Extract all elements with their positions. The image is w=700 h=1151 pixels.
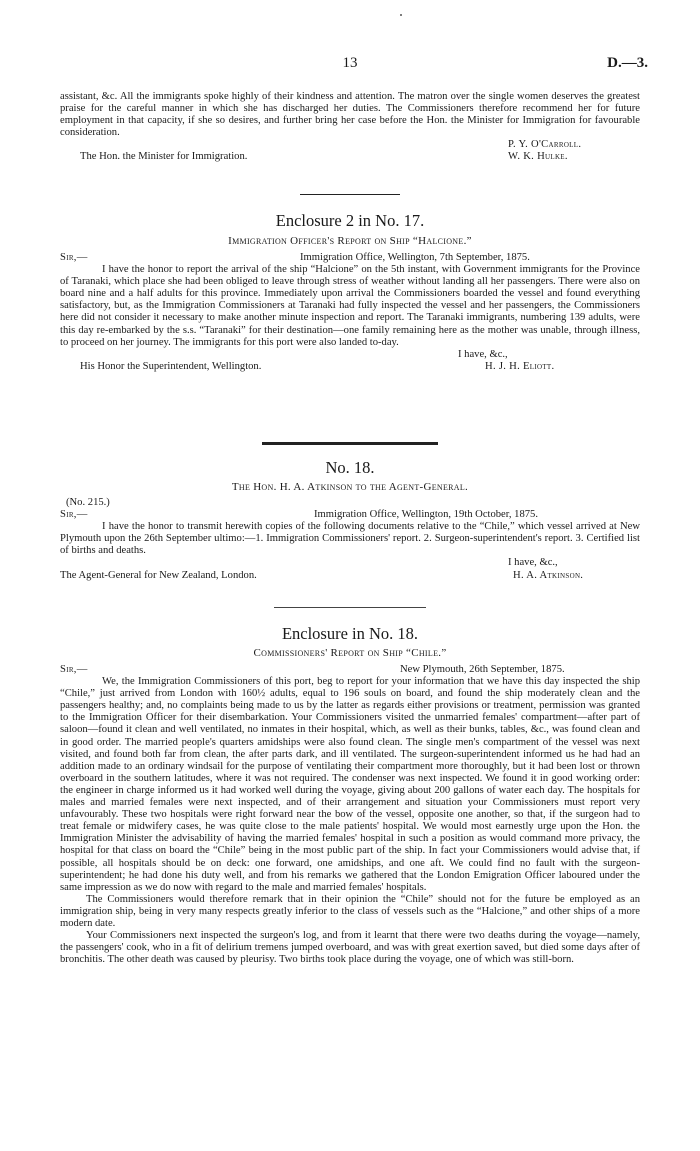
- enclosure-2-letter: [60, 252, 640, 373]
- salutation: Sir,—: [60, 252, 88, 263]
- signature-row: [60, 361, 640, 373]
- signature-eliott: H. J. H. Eliott.: [485, 360, 555, 372]
- signature-hulke: W. K. Hulke.: [508, 151, 568, 163]
- section-divider-1: [300, 194, 400, 195]
- signature-row-2: [60, 151, 640, 163]
- document-reference: D.—3.: [607, 55, 648, 71]
- letter-reference: (No. 215.): [66, 497, 110, 508]
- closing-row: [60, 557, 640, 569]
- enclosure-2-body: I have the honor to report the arrival of the ship “Halcione” on the 5th instant, with Government immigrants for the Province of Taranaki, which place she had been obliged to leave through stress of weather without landing all her passengers. There were also on board nine and a half adults for this province. Immediately upon arrival the Commissioners boarded the vessel and found everything satisfactory, but, as the Immigration Commissioners at Taranaki had fully inspected the vessel and her passengers, the Commissioners here did not consider it necessary to make another minute inspection and report. The Taranaki immigrants, numbering 139 adults, were this day re-embarked by the s.s. “Taranaki” for their destination—one family remaining here as the mother was unable, through illness, to proceed on her journey. The immigrants for this port were also landed to-day.: [60, 264, 640, 348]
- enclosure-2-header-row: [60, 252, 640, 264]
- signature-row: [60, 570, 640, 582]
- closing-row: [60, 349, 640, 361]
- signature-row-1: [60, 139, 640, 151]
- reference-row: [60, 497, 640, 509]
- no-18-subtitle: The Hon. H. A. Atkinson to the Agent-General.: [231, 481, 469, 493]
- report-paragraph-2: The Commissioners would therefore remark that in their opinion the “Chile” should not for the future be employed as an immigration ship, being in very many respects greatly inferior to the class of vessels such as the “Halcione,” and other ships of a more modern date.: [60, 893, 640, 929]
- addressee-superintendent: His Honor the Superintendent, Wellington.: [80, 360, 262, 372]
- dateline: New Plymouth, 26th September, 1875.: [400, 664, 565, 675]
- report-paragraph-3: Your Commissioners next inspected the surgeon's log, and from it learnt that there were two deaths during the voyage—namely, the passengers' cook, who in a fit of delirium tremens jumped overboard, and was with great exertion saved, but died some days after of bronchitis. The other death was caused by pleurisy. Two births took place during the voyage, one of which was still-born.: [60, 930, 640, 966]
- signature-atkinson: H. A. Atkinson.: [513, 569, 584, 581]
- enclosure-18-header-row: [60, 664, 640, 676]
- speck: [400, 14, 402, 16]
- section-divider-3: [274, 607, 426, 608]
- salutation: Sir,—: [60, 664, 88, 675]
- addressee-agent-general: The Agent-General for New Zealand, London.: [60, 569, 257, 581]
- no-18-title: No. 18.: [325, 458, 375, 477]
- closing: I have, &c.,: [458, 348, 508, 360]
- enclosure-2-title: Enclosure 2 in No. 17.: [275, 211, 425, 230]
- section-divider-2: [262, 442, 438, 445]
- continuation-section: [60, 91, 640, 164]
- enclosure-18-subtitle: Commissioners' Report on Ship “Chile.”: [253, 647, 447, 659]
- enclosure-18-title: Enclosure in No. 18.: [281, 624, 419, 643]
- dateline: Immigration Office, Wellington, 19th October, 1875.: [314, 509, 538, 521]
- no-18-header-row: [60, 509, 640, 521]
- closing: I have, &c.,: [508, 557, 558, 569]
- enclosure-18-report: [60, 664, 640, 966]
- no-18-body: I have the honor to transmit herewith copies of the following documents relative to the “Chile,” which vessel arrived at New Plymouth upon the 26th September ultimo:—1. Immigration Commissioners' report. 2. Surgeon-superintendent's report. 3. Certified list of births and deaths.: [60, 521, 640, 557]
- no-18-letter: [60, 497, 640, 582]
- continuation-paragraph: assistant, &c. All the immigrants spoke highly of their kindness and attention. The matron over the single women deserves the greatest praise for the careful manner in which she has discharged her duties. The Commissioners therefore recommend her for future employment in that capacity, if she so desires, and further bring her case before the Hon. the Minister for Immigration for favourable consideration.: [60, 91, 640, 139]
- salutation: Sir,—: [60, 509, 88, 521]
- page-number: 13: [342, 55, 358, 71]
- report-paragraph-1: We, the Immigration Commissioners of this port, beg to report for your information that we have this day inspected the ship “Chile,” just arrived from London with 160½ adults, equal to 196 souls on board, and found the ship moderately clean and the passengers healthy; and, no complaints being made to us by the latter as regards either provisions or treatment, permission was granted to the Immigration Officer for their disembarkation. Your Commissioners visited the unmarried females' compartment—after part of saloon—found it clean and well ventilated, no inmates in their hospital, which, as well as their bunks, tables, &c., was found clean and in good order. The married people's quarters amidships were also found clean. The single men's compartment of the vessel was next visited, and found both far from clean, the after parts dark, and ill ventilated. The surgeon-superintendent informed us he had had an addition made to an ordinary windsail for the purpose of ventilating their compartment more thoroughly, but it had been lost or thrown overboard in the southern latitudes, where it was not required. The condenser was next inspected. We found it in good working order: the engineer in charge informed us it had worked well during the voyage, giving about 200 gallons of water each day. The hospitals for males and married females were next inspected, and of their arrangement and situation your Commissioners must report very unfavourably. These two hospitals were right forward near the bow of the vessel, opposite one another, so that, if the surgeon had to treat female or midwifery cases, he was quite close to the male patients' hospital. We would most earnestly urge upon the Hon. the Immigration Minister the advisability of having the married females' hospital in such a position as would command more privacy, the hospital for that class on board the “Chile” being in the most public part of the ship. In fact your Commissioners would advise that, if possible, all hospitals should be on deck: one forward, one amidships, and one aft. We could find no fault with the surgeon-superintendent; he had done his duty well, and from his remarks we gathered that the London Emigration Officer laboured under the same impression as we do now with regard to the male and married females' hospitals.: [60, 676, 640, 893]
- enclosure-2-subtitle: Immigration Officer's Report on Ship “Halcione.”: [228, 235, 472, 247]
- addressee-minister: The Hon. the Minister for Immigration.: [80, 151, 248, 163]
- dateline: Immigration Office, Wellington, 7th September, 1875.: [300, 252, 530, 263]
- signature-ocarroll: P. Y. O'Carroll.: [508, 139, 582, 151]
